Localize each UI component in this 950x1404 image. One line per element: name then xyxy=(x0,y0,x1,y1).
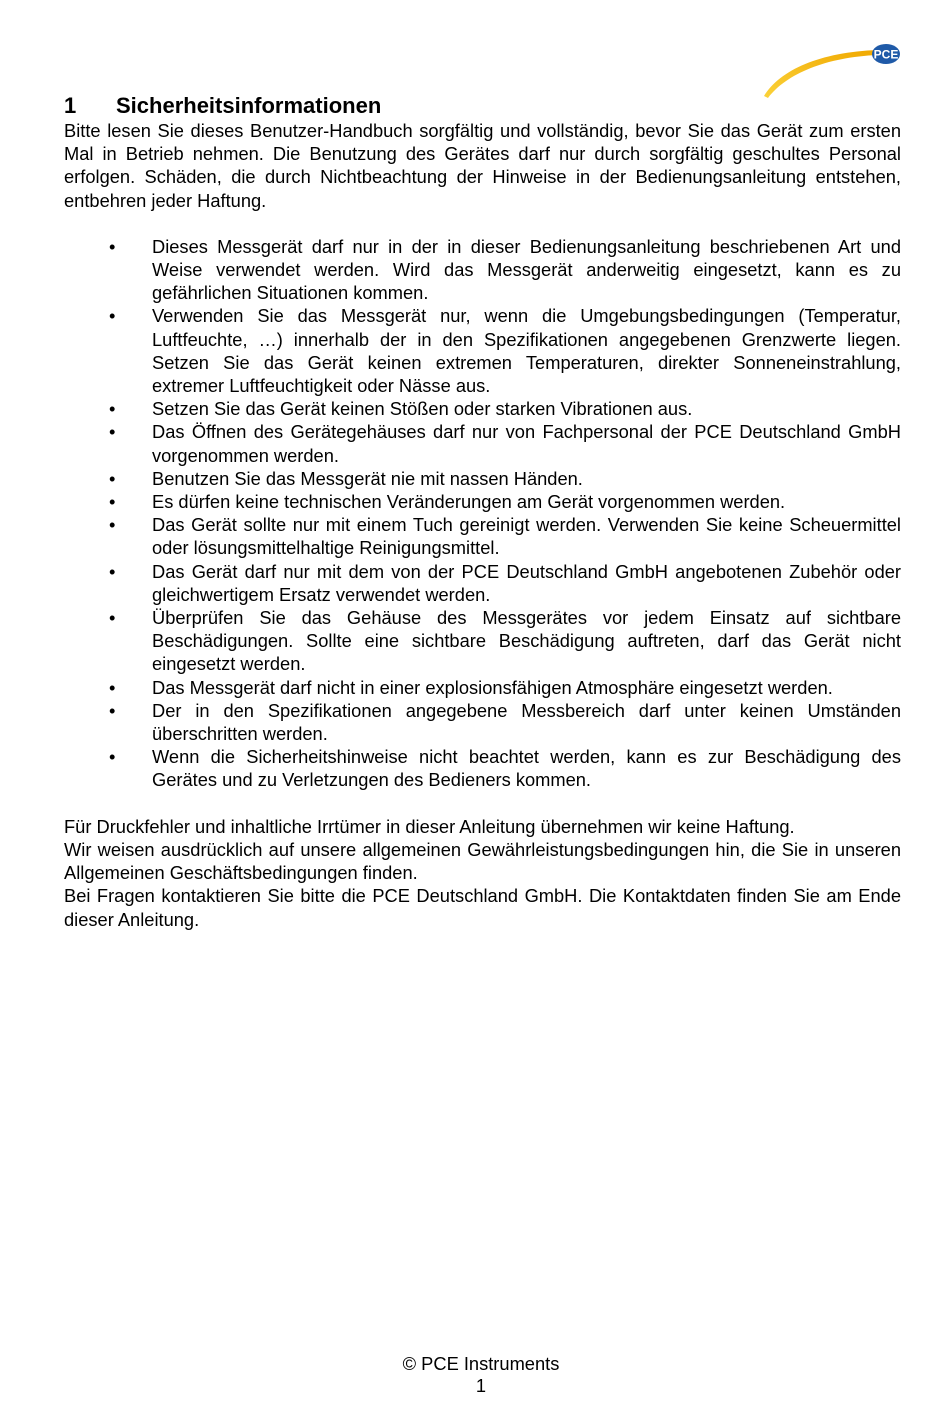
section-title: Sicherheitsinformationen xyxy=(116,93,382,118)
bullet-dot: • xyxy=(109,305,116,327)
list-item xyxy=(64,420,901,466)
bullet-dot: • xyxy=(109,607,116,629)
logo-text: PCE xyxy=(873,47,899,62)
contact-paragraph: Bei Fragen kontaktieren Sie bitte die PCE Deutschland GmbH. Die Kontaktdaten finden Sie am Ende dieser Anleitung. xyxy=(64,885,901,930)
list-item-text: Überprüfen Sie das Gehäuse des Messgerätes vor jedem Einsatz auf sichtbare Beschädigungen. Sollte eine sichtbare Beschädigung auftreten, darf das Gerät nicht eingesetzt werden. xyxy=(152,607,901,675)
list-item xyxy=(64,467,901,490)
safety-bullet-list xyxy=(64,235,901,792)
bullet-dot: • xyxy=(109,560,116,582)
list-item xyxy=(64,304,901,397)
list-item-text: Der in den Spezifikationen angegebene Messbereich darf unter keinen Umständen überschritten werden. xyxy=(152,699,901,745)
list-item xyxy=(64,235,901,305)
section-number: 1 xyxy=(64,93,77,118)
list-item-text: Benutzen Sie das Messgerät nie mit nassen Händen. xyxy=(152,467,583,489)
bullet-dot: • xyxy=(109,467,116,489)
list-item-text: Es dürfen keine technischen Veränderungen am Gerät vorgenommen werden. xyxy=(152,491,786,513)
bullet-dot: • xyxy=(109,421,116,443)
list-item xyxy=(64,490,901,513)
footer-copyright: © PCE Instruments xyxy=(402,1353,560,1374)
pce-logo xyxy=(760,40,910,100)
bullet-dot: • xyxy=(109,398,116,420)
list-item xyxy=(64,560,901,606)
intro-paragraph: Bitte lesen Sie dieses Benutzer-Handbuch sorgfältig und vollständig, bevor Sie das Gerät zum ersten Mal in Betrieb nehmen. Die Benutzung des Gerätes darf nur durch sorgfältig geschultes Personal erfolgen. Schäden, die durch Nichtbeachtung der Hinweise in der Bedienungsanleitung entstehen, entbehren jeder Haftung. xyxy=(64,120,901,211)
bullet-dot: • xyxy=(109,699,116,721)
list-item xyxy=(64,699,901,745)
list-item-text: Verwenden Sie das Messgerät nur, wenn die Umgebungsbedingungen (Temperatur, Luftfeuchte, …) innerhalb der in den Spezifikationen angegebenen Grenzwerte liegen. Setzen Sie das Gerät keinen extremen Temperaturen, direkter Sonneneinstrahlung, extremer Luftfeuchtigkeit oder Nässe aus. xyxy=(152,305,901,397)
list-item xyxy=(64,606,901,676)
section-heading xyxy=(64,93,901,119)
warranty-paragraph: Wir weisen ausdrücklich auf unsere allgemeinen Gewährleistungsbedingungen hin, die Sie in unseren Allgemeinen Geschäftsbedingungen finden. xyxy=(64,838,901,884)
list-item-text: Das Öffnen des Gerätegehäuses darf nur von Fachpersonal der PCE Deutschland GmbH vorgenommen werden. xyxy=(152,421,901,466)
page-footer xyxy=(0,1353,950,1397)
bullet-dot: • xyxy=(109,676,116,698)
page-number: 1 xyxy=(475,1375,487,1396)
disclaimer-paragraph: Für Druckfehler und inhaltliche Irrtümer in dieser Anleitung übernehmen wir keine Haftung. xyxy=(64,815,795,837)
list-item xyxy=(64,745,901,791)
list-item-text: Das Gerät sollte nur mit einem Tuch gereinigt werden. Verwenden Sie keine Scheuermittel oder lösungsmittelhaltige Reinigungsmittel. xyxy=(152,514,901,559)
list-item xyxy=(64,676,901,699)
list-item xyxy=(64,513,901,559)
logo-arc xyxy=(764,50,878,98)
list-item-text: Wenn die Sicherheitshinweise nicht beachtet werden, kann es zur Beschädigung des Gerätes und zu Verletzungen des Bedieners kommen. xyxy=(152,746,901,791)
bullet-dot: • xyxy=(109,746,116,768)
list-item-text: Setzen Sie das Gerät keinen Stößen oder starken Vibrationen aus. xyxy=(152,398,693,420)
bullet-dot: • xyxy=(109,491,116,513)
document-body xyxy=(64,93,901,931)
bullet-dot: • xyxy=(109,514,116,536)
list-item-text: Dieses Messgerät darf nur in der in dieser Bedienungsanleitung beschriebenen Art und Weise verwendet werden. Wird das Messgerät anderweitig eingesetzt, kann es zu gefährlichen Situationen kommen. xyxy=(152,235,901,304)
list-item-text: Das Gerät darf nur mit dem von der PCE Deutschland GmbH angebotenen Zubehör oder gleichwertigem Ersatz verwendet werden. xyxy=(152,560,901,605)
bullet-dot: • xyxy=(109,235,116,257)
list-item xyxy=(64,397,901,420)
list-item-text: Das Messgerät darf nicht in einer explosionsfähigen Atmosphäre eingesetzt werden. xyxy=(152,676,833,698)
